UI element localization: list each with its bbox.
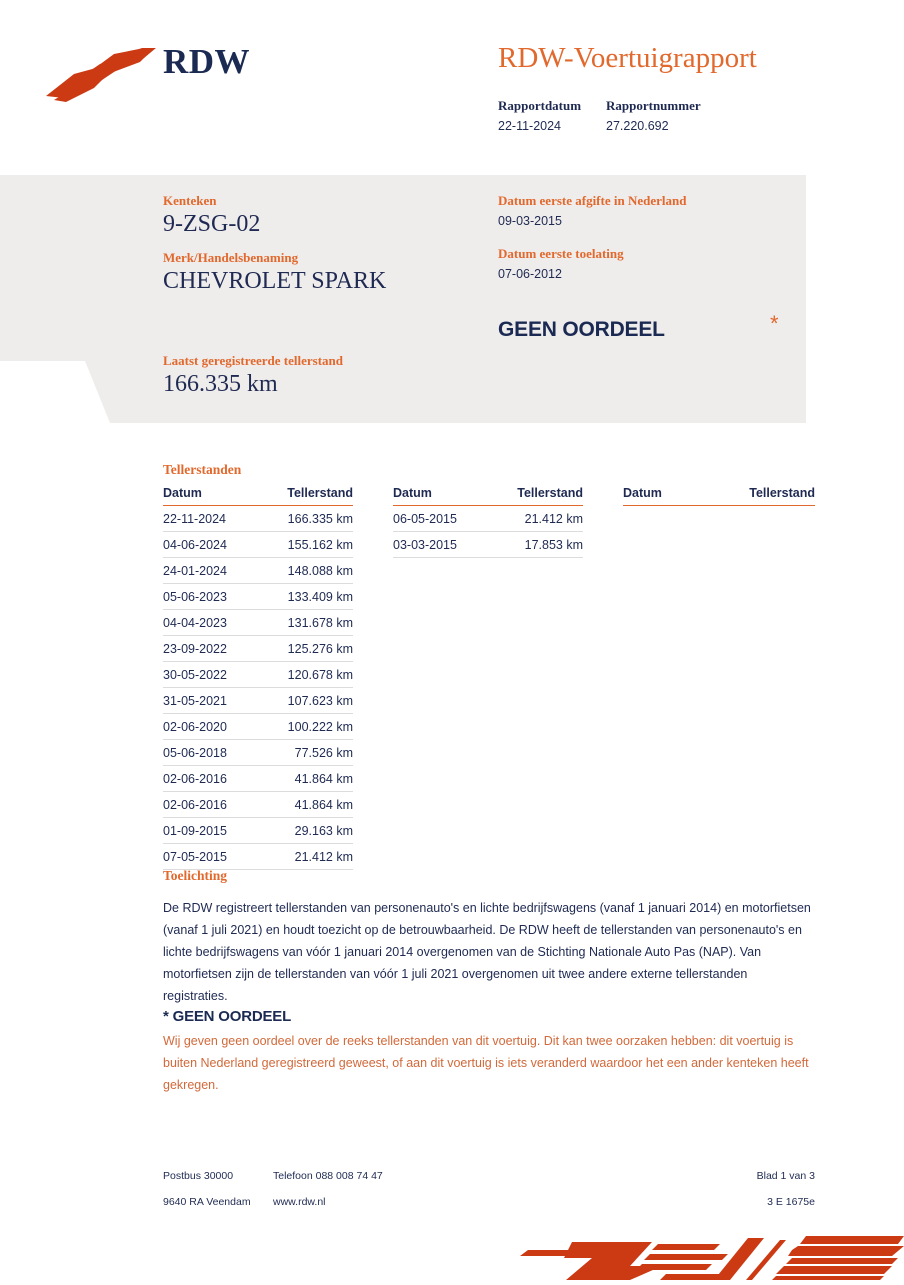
explanation-section xyxy=(163,868,815,1007)
panel-right-column xyxy=(498,193,798,299)
cell-odometer-value: 21.412 km xyxy=(487,506,583,532)
merk-value: CHEVROLET SPARK xyxy=(163,268,387,294)
cell-odometer-value: 21.412 km xyxy=(257,844,353,870)
cell-date: 31-05-2021 xyxy=(163,688,257,714)
cell-odometer-value: 131.678 km xyxy=(257,610,353,636)
table-row xyxy=(163,532,353,558)
cell-date: 01-09-2015 xyxy=(163,818,257,844)
cell-odometer-value: 120.678 km xyxy=(257,662,353,688)
column-header-value: Tellerstand xyxy=(694,486,815,506)
report-date-label: Rapportdatum xyxy=(498,98,582,113)
cell-odometer-value: 125.276 km xyxy=(257,636,353,662)
footer-city: 9640 RA Veendam xyxy=(163,1196,251,1208)
cell-odometer-value: 29.163 km xyxy=(257,818,353,844)
last-odometer-block xyxy=(163,353,343,410)
cell-odometer-value: 41.864 km xyxy=(257,792,353,818)
table-row xyxy=(393,506,583,532)
column-header-value: Tellerstand xyxy=(487,486,583,506)
kenteken-value: 9-ZSG-02 xyxy=(163,211,261,237)
first-issue-nl-label: Datum eerste afgifte in Nederland xyxy=(498,193,687,208)
cell-date: 04-06-2024 xyxy=(163,532,257,558)
first-admission-label: Datum eerste toelating xyxy=(498,246,624,261)
cell-date: 05-06-2023 xyxy=(163,584,257,610)
footer-page-number: Blad 1 van 3 xyxy=(756,1170,815,1182)
verdict-explanation-body: Wij geven geen oordeel over de reeks tellerstanden van dit voertuig. Dit kan twee oorzaken hebben: dit voertuig is buiten Nederland geregistreerd geweest, of aan dit voertuig is iets veranderd waardoor het een ander kenteken heeft gekregen. xyxy=(163,1034,809,1092)
panel-left-column xyxy=(163,193,493,307)
footer-postbus: Postbus 30000 xyxy=(163,1170,234,1182)
cell-odometer-value: 77.526 km xyxy=(257,740,353,766)
table-row xyxy=(393,532,583,558)
cell-date: 02-06-2020 xyxy=(163,714,257,740)
report-number-label: Rapportnummer xyxy=(606,98,701,113)
last-odometer-value: 166.335 km xyxy=(163,371,278,397)
rdw-logo-text: RDW xyxy=(163,42,251,81)
cell-date: 24-01-2024 xyxy=(163,558,257,584)
verdict-footnote-asterisk: * xyxy=(770,311,779,336)
table-row xyxy=(163,714,353,740)
table-header-row xyxy=(163,486,353,506)
cell-date: 07-05-2015 xyxy=(163,844,257,870)
merk-label: Merk/Handelsbenaming xyxy=(163,250,299,265)
cell-odometer-value: 133.409 km xyxy=(257,584,353,610)
report-number-block xyxy=(606,98,714,133)
cell-date: 02-06-2016 xyxy=(163,792,257,818)
table-row xyxy=(163,740,353,766)
table-row xyxy=(163,792,353,818)
document-footer xyxy=(163,1170,815,1222)
table-row xyxy=(163,688,353,714)
cell-date: 22-11-2024 xyxy=(163,506,257,532)
cell-date: 30-05-2022 xyxy=(163,662,257,688)
cell-odometer-value: 107.623 km xyxy=(257,688,353,714)
table-row xyxy=(163,844,353,870)
page-title: RDW-Voertuigrapport xyxy=(498,42,757,74)
report-date-block xyxy=(498,98,606,133)
cell-date: 04-04-2023 xyxy=(163,610,257,636)
verdict-badge: GEEN OORDEEL xyxy=(498,318,665,341)
cell-date: 06-05-2015 xyxy=(393,506,487,532)
column-header-date: Datum xyxy=(623,486,694,506)
footer-row-1 xyxy=(163,1170,815,1182)
last-odometer-label: Laatst geregistreerde tellerstand xyxy=(163,353,344,368)
table-row xyxy=(163,584,353,610)
cell-date: 03-03-2015 xyxy=(393,532,487,558)
footer-telephone: Telefoon 088 008 74 47 xyxy=(273,1170,383,1182)
table-row xyxy=(163,662,353,688)
cell-odometer-value: 100.222 km xyxy=(257,714,353,740)
table-row xyxy=(163,506,353,532)
table-header-row xyxy=(393,486,583,506)
first-issue-nl-value: 09-03-2015 xyxy=(498,214,562,228)
odometer-table-column-1 xyxy=(163,486,353,870)
table-row xyxy=(163,610,353,636)
report-meta xyxy=(498,98,714,133)
table-row xyxy=(163,558,353,584)
cell-odometer-value: 148.088 km xyxy=(257,558,353,584)
explanation-title: Toelichting xyxy=(163,868,228,883)
cell-date: 02-06-2016 xyxy=(163,766,257,792)
rdw-feather-logo-icon xyxy=(44,46,160,104)
table-row xyxy=(163,818,353,844)
cell-odometer-value: 17.853 km xyxy=(487,532,583,558)
vehicle-summary-panel xyxy=(0,175,806,423)
report-date-value: 22-11-2024 xyxy=(498,119,562,133)
verdict-explanation-section xyxy=(163,1008,815,1097)
cell-odometer-value: 166.335 km xyxy=(257,506,353,532)
column-header-value: Tellerstand xyxy=(257,486,353,506)
verdict-explanation-title: * GEEN OORDEEL xyxy=(163,1008,292,1025)
table-row xyxy=(163,636,353,662)
rdw-speed-streak-graphic-icon xyxy=(480,1232,904,1280)
explanation-body: De RDW registreert tellerstanden van personenauto's en lichte bedrijfswagens (vanaf 1 januari 2014) en motorfietsen (vanaf 1 juli 2021) en houdt toezicht op de betrouwbaarheid. De RDW heeft de tellerstanden van personenauto's en lichte bedrijfswagens van vóór 1 januari 2014 overgenomen van de Stichting Nationale Auto Pas (NAP). Van motorfietsen zijn de tellerstanden van vóór 1 juli 2021 overgenomen uit twee andere externe tellerstanden registraties. xyxy=(163,901,811,1003)
footer-website[interactable]: www.rdw.nl xyxy=(273,1196,326,1208)
footer-form-code: 3 E 1675e xyxy=(767,1196,815,1208)
document-header xyxy=(0,0,904,175)
odometer-table-column-2 xyxy=(393,486,583,558)
cell-date: 05-06-2018 xyxy=(163,740,257,766)
odometer-section-title: Tellerstanden xyxy=(163,462,242,477)
footer-row-2 xyxy=(163,1196,815,1208)
kenteken-label: Kenteken xyxy=(163,193,217,208)
column-header-date: Datum xyxy=(393,486,487,506)
first-admission-value: 07-06-2012 xyxy=(498,267,562,281)
cell-date: 23-09-2022 xyxy=(163,636,257,662)
table-header-row xyxy=(623,486,815,506)
cell-odometer-value: 155.162 km xyxy=(257,532,353,558)
table-row xyxy=(163,766,353,792)
cell-odometer-value: 41.864 km xyxy=(257,766,353,792)
column-header-date: Datum xyxy=(163,486,257,506)
odometer-table-column-3 xyxy=(623,486,815,506)
report-number-value: 27.220.692 xyxy=(606,119,669,133)
